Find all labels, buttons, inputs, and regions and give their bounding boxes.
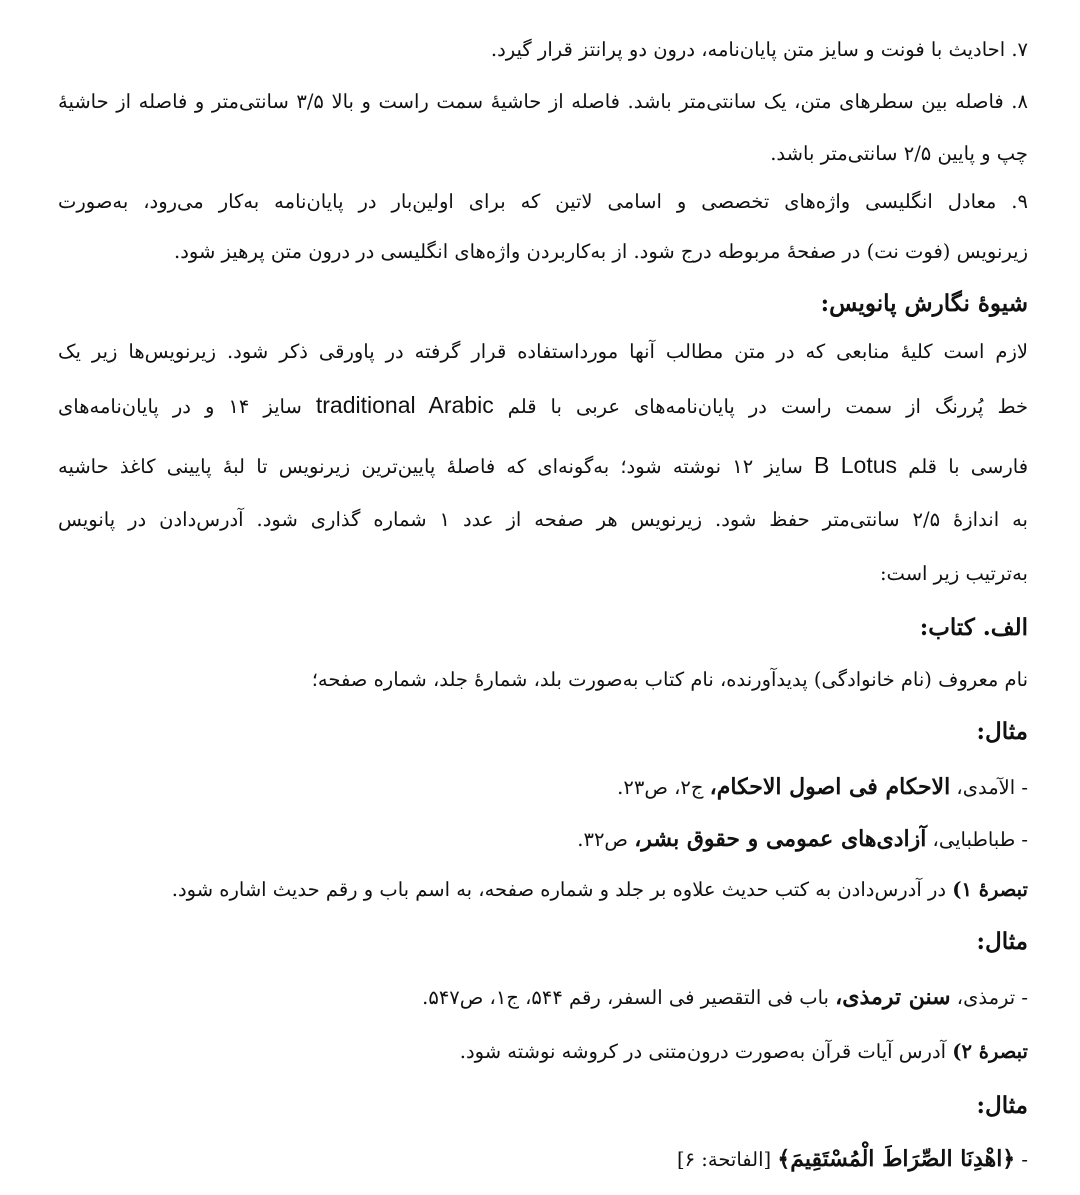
note-1-example	[422, 984, 1028, 1010]
footnote-paragraph-line-4: به اندازهٔ ۲/۵ سانتی‌متر حفظ شود. زیرنویس هر صفحه از عدد ۱ شماره گذاری شود. آدرس‌دادن در پانویس	[58, 508, 1028, 531]
book-format: نام معروف (نام خانوادگی) پدیدآورنده، نام کتاب به‌صورت بلد، شمارهٔ جلد، شماره صفحه؛	[311, 668, 1028, 691]
book-heading: الف. کتاب:	[919, 614, 1028, 641]
example-reference: ج۲، ص۲۳.	[617, 776, 704, 799]
text-segment: سایز ۱۴ و در پایان‌نامه‌های	[58, 395, 302, 418]
note-text: در آدرس‌دادن به کتب حدیث علاوه بر جلد و شماره صفحه، به اسم باب و رقم حدیث اشاره شود.	[171, 878, 947, 901]
book-example-2	[577, 826, 1028, 852]
font-name: traditional Arabic	[315, 392, 494, 418]
item-8-line-1: ۸. فاصله بین سطرهای متن، یک سانتی‌متر باشد. فاصله از حاشیهٔ سمت راست و بالا ۳/۵ سانتی‌متر و فاصله از حاشیهٔ	[58, 90, 1028, 113]
footnote-paragraph-line-3	[58, 452, 1028, 479]
book-example-1	[617, 774, 1028, 800]
note-1-example-label: مثال:	[976, 928, 1028, 955]
book-example-label: مثال:	[976, 718, 1028, 745]
footnote-paragraph-line-1: لازم است کلیهٔ منابعی که در متن مطالب آنها مورداستفاده قرار گرفته در پاورقی ذکر شود. زیرنویس‌ها زیر یک	[58, 340, 1028, 363]
note-1	[172, 878, 1028, 901]
footnote-paragraph-line-2	[58, 392, 1028, 419]
note-text: آدرس آیات قرآن به‌صورت درون‌متنی در کروشه نوشته شود.	[459, 1040, 947, 1063]
example-author: - طباطبایی،	[932, 828, 1028, 851]
item-8-line-2: چپ و پایین ۲/۵ سانتی‌متر باشد.	[770, 142, 1028, 165]
list-dash: -	[1021, 1148, 1028, 1171]
note-label: تبصرهٔ ۲)	[952, 1040, 1028, 1063]
text-segment: فارسی با قلم	[908, 455, 1029, 478]
example-author: - الآمدی،	[956, 776, 1028, 799]
footnote-paragraph-line-5: به‌ترتیب زیر است:	[879, 562, 1028, 585]
font-name: B Lotus	[814, 452, 898, 478]
item-9-line-1: ۹. معادل انگلیسی واژه‌های تخصصی و اسامی لاتین که برای اولین‌بار در پایان‌نامه به‌کار می‌رود، به‌صورت	[58, 190, 1028, 213]
example-reference: ص۳۲.	[577, 828, 628, 851]
example-book-title: سنن ترمذی،	[835, 984, 951, 1010]
text-segment: سایز ۱۲ نوشته شود؛ به‌گونه‌ای که فاصلهٔ پایین‌ترین زیرنویس تا لبهٔ پایینی کاغذ حاشیه	[58, 455, 803, 478]
quran-verse: ﴿اهْدِنَا الصِّرَاطَ الْمُسْتَقِيمَ﴾	[777, 1146, 1016, 1172]
note-2	[460, 1040, 1028, 1063]
note-2-example-label: مثال:	[976, 1092, 1028, 1119]
item-7: ۷. احادیث با فونت و سایز متن پایان‌نامه، درون دو پرانتز قرار گیرد.	[490, 38, 1028, 61]
text-segment: خط پُررنگ از سمت راست در پایان‌نامه‌های عربی با قلم	[507, 395, 1029, 418]
note-2-example	[677, 1146, 1028, 1172]
example-reference: باب فی التقصیر فی السفر، رقم ۵۴۴، ج۱، ص۵۴۷.	[422, 986, 829, 1009]
verse-reference: [الفاتحة: ۶]	[677, 1148, 772, 1171]
example-author: - ترمذی،	[956, 986, 1028, 1009]
item-9-line-2: زیرنویس (فوت نت) در صفحهٔ مربوطه درج شود. از به‌کاربردن واژه‌های انگلیسی در درون متن پرهیز شود.	[174, 240, 1028, 263]
note-label: تبصرهٔ ۱)	[952, 878, 1028, 901]
example-book-title: آزادی‌های عمومی و حقوق بشر،	[634, 826, 927, 852]
example-book-title: الاحکام فی اصول الاحکام،	[709, 774, 951, 800]
footnote-section-heading: شیوهٔ نگارش پانویس:	[820, 290, 1028, 317]
